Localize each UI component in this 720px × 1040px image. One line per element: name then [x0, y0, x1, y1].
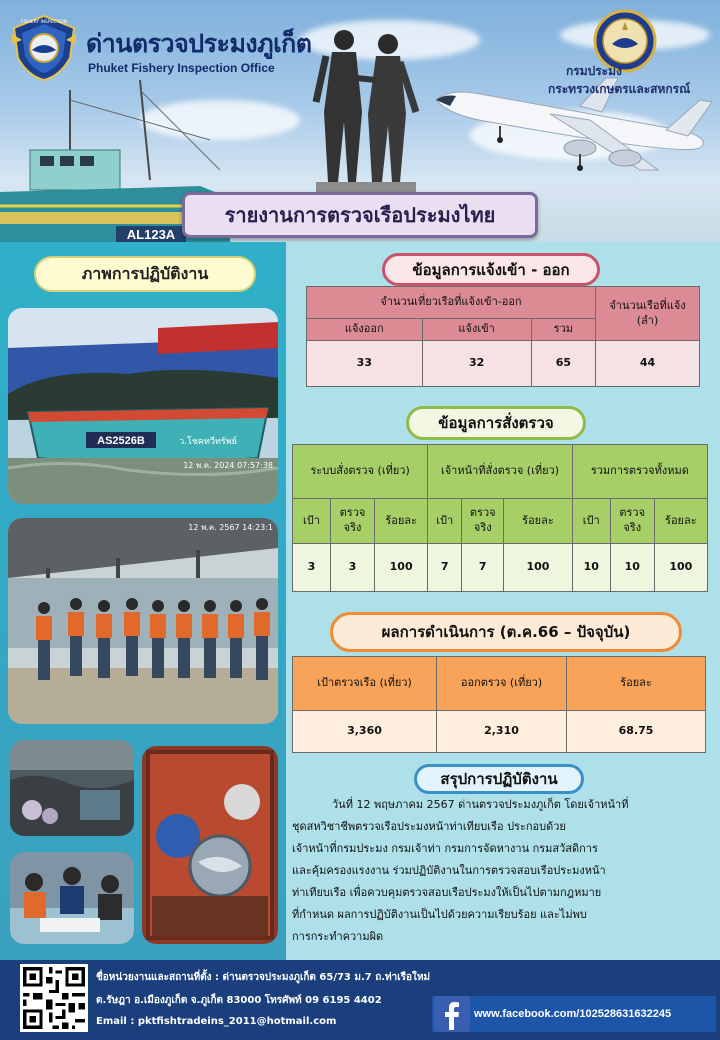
svg-text:AL123A: AL123A — [126, 227, 176, 242]
photo-document-check — [10, 852, 134, 944]
table-cell: 7 — [462, 543, 504, 591]
value-vessels: 44 — [596, 341, 700, 387]
col-notify-total: รวม — [531, 319, 595, 341]
col-percent: ร้อยละ — [504, 499, 572, 543]
footer-email[interactable]: Email : pktfishtradeins_2011@hotmail.com — [96, 1016, 337, 1027]
summary-line: ชุดสหวิชาชีพตรวจเรือประมงหน้าท่าเทียบเรือ ประกอบด้วย — [292, 820, 566, 833]
col-inspections-done: ออกตรวจ (เที่ยว) — [437, 657, 567, 711]
table-cell: 3 — [293, 543, 331, 591]
photo-catch-hold — [142, 746, 278, 944]
heroines-statue-illustration — [296, 22, 436, 202]
col-actual: ตรวจจริง — [610, 499, 654, 543]
value-inspection-target: 3,360 — [293, 711, 437, 753]
svg-text:12 พ.ค. 2024 07:57:38: 12 พ.ค. 2024 07:57:38 — [183, 461, 273, 470]
trips-header: จำนวนเที่ยวเรือที่แจ้งเข้า-ออก — [307, 287, 596, 319]
notification-section-title: ข้อมูลการแจ้งเข้า - ออก — [382, 253, 600, 286]
value-notify-out: 33 — [307, 341, 423, 387]
facebook-icon[interactable] — [434, 996, 470, 1032]
office-name-english: Phuket Fishery Inspection Office — [88, 61, 275, 75]
results-section-title: ผลการดำเนินการ (ต.ค.66 – ปัจจุบัน) — [330, 612, 682, 652]
col-target: เป้า — [293, 499, 331, 543]
summary-line: เจ้าหน้าที่กรมประมง กรมเจ้าท่า กรมการจัดหางาน กรมสวัสดิการ — [292, 842, 598, 855]
footer-address-line1: ชื่อหน่วยงานและสถานที่ตั้ง : ด่านตรวจประมงภูเก็ต 65/73 ม.7 ถ.ท่าเรือใหม่ — [96, 972, 431, 983]
svg-text:12 พ.ค. 2567 14:23:1: 12 พ.ค. 2567 14:23:1 — [188, 523, 273, 532]
summary-section-title: สรุปการปฏิบัติงาน — [414, 764, 584, 794]
qr-code-icon[interactable] — [20, 964, 88, 1032]
notification-table — [306, 286, 700, 387]
summary-line: วันที่ 12 พฤษภาคม 2567 ด่านตรวจประมงภูเก็ต โดยเจ้าหน้าที่ — [332, 798, 629, 811]
operations-label: ภาพการปฏิบัติงาน — [34, 256, 256, 292]
inspection-orders-table — [292, 444, 708, 592]
col-percent: ร้อยละ — [375, 499, 428, 543]
footer-address-line2: ต.รัษฎา อ.เมืองภูเก็ต จ.ภูเก็ต 83000 โทรศัพท์ 09 6195 4402 — [96, 995, 382, 1006]
table-cell: 100 — [504, 543, 572, 591]
summary-line: ที่กำหนด ผลการปฏิบัติงานเป็นไปด้วยความเรียบร้อย และไม่พบ — [292, 908, 587, 921]
value-inspections-done: 2,310 — [437, 711, 567, 753]
col-target: เป้า — [428, 499, 462, 543]
summary-line: ท่าเทียบเรือ เพื่อควบคุมตรวจสอบเรือประมงให้เป็นไปตามกฎหมาย — [292, 886, 602, 899]
office-name-thai: ด่านตรวจประมงภูเก็ต — [86, 29, 312, 58]
table-cell: 100 — [654, 543, 707, 591]
table-cell: 10 — [610, 543, 654, 591]
col-actual: ตรวจจริง — [331, 499, 375, 543]
col-inspection-target: เป้าตรวจเรือ (เที่ยว) — [293, 657, 437, 711]
summary-line: การกระทำความผิด — [292, 930, 384, 943]
ministry-name: กระทรวงเกษตรและสหกรณ์ — [548, 82, 691, 96]
fishery-inspection-logo — [10, 14, 78, 82]
col-results-percent: ร้อยละ — [567, 657, 706, 711]
svg-text:AS2526B: AS2526B — [97, 435, 145, 447]
summary-paragraph — [292, 794, 710, 948]
summary-line: และคุ้มครองแรงงาน ร่วมปฏิบัติงานในการตรวจสอบเรือประมงหน้า — [292, 864, 606, 877]
svg-text:FISHERY INSPECTION: FISHERY INSPECTION — [20, 20, 68, 25]
facebook-url[interactable]: www.facebook.com/102528631632245 — [474, 1008, 672, 1020]
table-cell: 10 — [572, 543, 610, 591]
svg-text:ว.โชคทวีทรัพย์: ว.โชคทวีทรัพย์ — [179, 437, 237, 447]
report-title: รายงานการตรวจเรือประมงไทย — [182, 192, 538, 238]
table-cell: 100 — [375, 543, 428, 591]
col-target: เป้า — [572, 499, 610, 543]
vessels-header: จำนวนเรือที่แจ้ง (ลำ) — [596, 287, 700, 341]
group-officer-orders: เจ้าหน้าที่สั่งตรวจ (เที่ยว) — [428, 445, 572, 499]
value-results-percent: 68.75 — [567, 711, 706, 753]
col-notify-out: แจ้งออก — [307, 319, 423, 341]
group-total-inspections: รวมการตรวจทั้งหมด — [572, 445, 707, 499]
department-name: กรมประมง — [566, 64, 622, 78]
col-percent: ร้อยละ — [654, 499, 707, 543]
col-notify-in: แจ้งเข้า — [422, 319, 531, 341]
value-notify-in: 32 — [422, 341, 531, 387]
header-banner — [0, 0, 720, 242]
results-table — [292, 656, 706, 753]
photo-fishing-gear — [10, 740, 134, 836]
table-cell: 7 — [428, 543, 462, 591]
table-cell: 3 — [331, 543, 375, 591]
photo-fishing-boat — [8, 308, 278, 504]
orders-section-title: ข้อมูลการสั่งตรวจ — [406, 406, 586, 440]
group-system-orders: ระบบสั่งตรวจ (เที่ยว) — [293, 445, 428, 499]
photo-inspection-team — [8, 518, 278, 724]
value-notify-total: 65 — [531, 341, 595, 387]
col-actual: ตรวจจริง — [462, 499, 504, 543]
